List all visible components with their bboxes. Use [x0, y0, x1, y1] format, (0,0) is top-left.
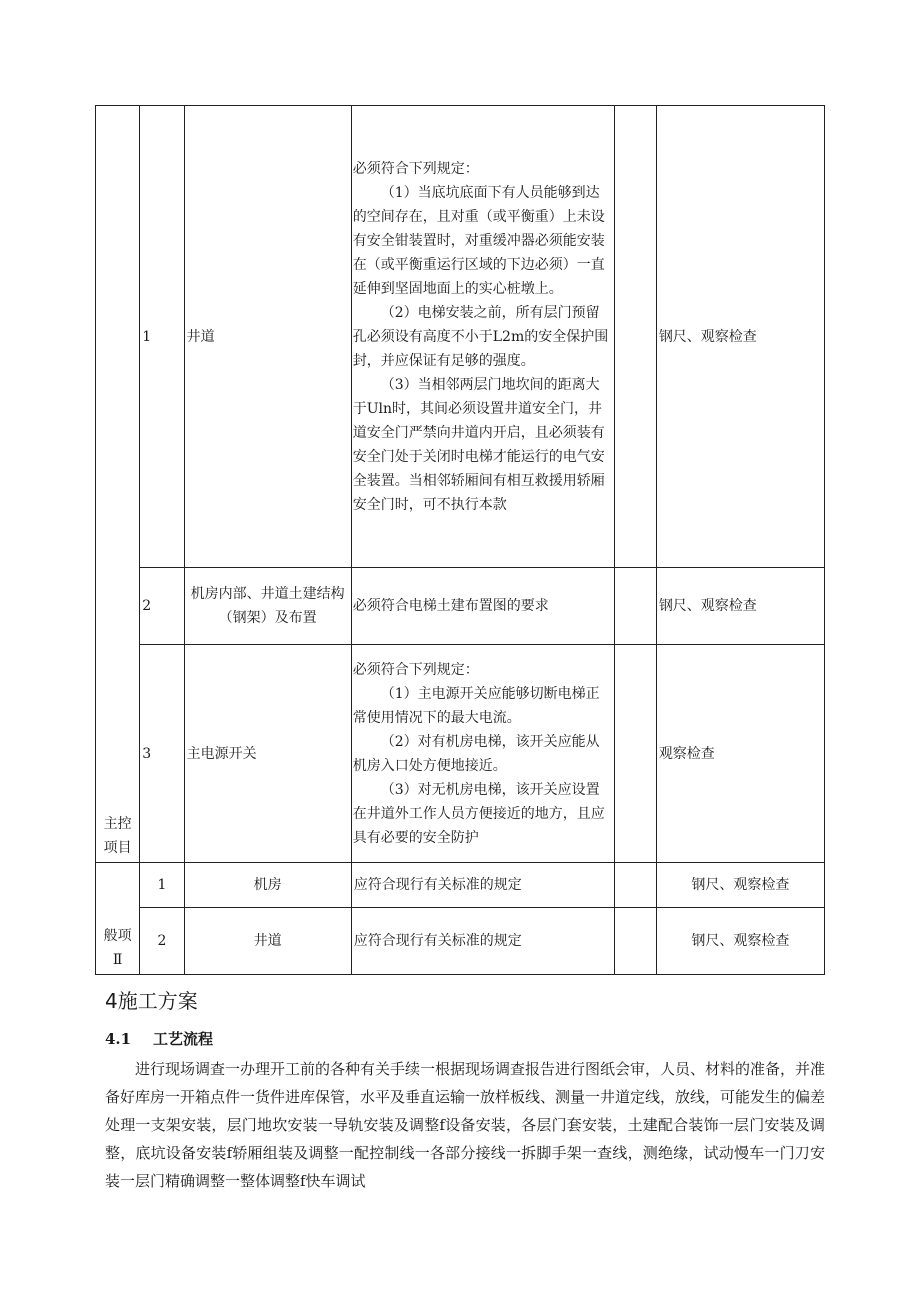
table-row	[96, 863, 825, 908]
requirement-cell	[351, 568, 614, 645]
row-number: 1	[140, 863, 184, 908]
requirement-cell: 应符合现行有关标准的规定	[351, 908, 614, 975]
blank-cell	[614, 106, 656, 568]
subsection-heading	[105, 1028, 213, 1049]
inspection-method: 钢尺、观察检查	[656, 568, 824, 645]
requirement-line: 必须符合下列规定：	[352, 661, 479, 678]
process-paragraph: 进行现场调查一办理开工前的各种有关手续一根据现场调查报告进行图纸会审，人员、材料的准备，并准备好库房一开箱点件一货件进库保管，水平及垂直运输一放样板线、测量一井道定线，放线，可能发生的偏差处理一支架安装，层门地坎安装一导轨安装及调整f设备安装，各层门套安装，土建配合装饰一层门安装及调整，底坑设备安装f轿厢组装及调整一配控制线一各部分接线一拆脚手架一查线，测绝缘，试动慢车一门刀安装一层门精确调整一整体调整f快车调试	[105, 1060, 826, 1190]
main-category-cell	[96, 106, 140, 863]
blank-cell	[614, 908, 656, 975]
inspection-method: 钢尺、观察检查	[656, 863, 824, 908]
row-number: 1	[140, 106, 184, 568]
requirement-line: （1）主电源开关应能够切断电梯正常使用情况下的最大电流。	[352, 685, 600, 726]
requirement-line: （2）电梯安装之前，所有层门预留孔必须设有高度不小于L2m的安全保护围封，并应保证有足够的强度。	[352, 304, 609, 369]
inspection-method: 钢尺、观察检查	[656, 106, 824, 568]
requirement-line: （2）对有机房电梯，该开关应能从机房入口处方便地接近。	[352, 733, 600, 774]
inspection-table	[95, 105, 825, 975]
general-category-label: 般项Ⅱ	[103, 928, 132, 968]
table-row	[96, 568, 825, 645]
subsection-number: 4.1	[105, 1030, 132, 1048]
item-name: 井道	[184, 106, 351, 568]
item-name: 机房内部、井道土建结构（钢架）及布置	[184, 568, 351, 645]
main-category-label: 主控项目	[103, 816, 132, 856]
inspection-method: 钢尺、观察检查	[656, 908, 824, 975]
requirement-cell	[351, 106, 614, 568]
requirement-line: （3）当相邻两层门地坎间的距离大于Uln时，其间必须设置井道安全门，井道安全门严禁向井道内开启，且必须装有安全门处于关闭时电梯才能运行的电气安全装置。当相邻轿厢间有相互救援用轿厢安全门时，可不执行本款	[352, 376, 605, 513]
item-name: 主电源开关	[184, 645, 351, 863]
item-name: 机房	[184, 863, 351, 908]
requirement-line: 必须符合下列规定：	[352, 160, 479, 177]
section-heading: 4施工方案	[105, 989, 198, 1013]
row-number: 2	[140, 568, 184, 645]
inspection-method: 观察检查	[656, 645, 824, 863]
requirement-line: 必须符合电梯土建布置图的要求	[352, 598, 549, 614]
requirement-cell	[351, 645, 614, 863]
table-row	[96, 908, 825, 975]
blank-cell	[614, 863, 656, 908]
table-row	[96, 645, 825, 863]
requirement-cell: 应符合现行有关标准的规定	[351, 863, 614, 908]
table-row	[96, 106, 825, 568]
general-category-cell	[96, 863, 140, 975]
row-number: 2	[140, 908, 184, 975]
subsection-title: 工艺流程	[153, 1030, 214, 1048]
requirement-line: （3）对无机房电梯，该开关应设置在井道外工作人员方便接近的地方，且应具有必要的安全防护	[352, 781, 605, 846]
blank-cell	[614, 568, 656, 645]
item-name: 井道	[184, 908, 351, 975]
blank-cell	[614, 645, 656, 863]
requirement-line: （1）当底坑底面下有人员能够到达的空间存在，且对重（或平衡重）上未设有安全钳装置时，对重缓冲器必须能安装在（或平衡重运行区域的下边必须）一直延伸到坚固地面上的实心桩墩上。	[352, 184, 605, 297]
row-number: 3	[140, 645, 184, 863]
